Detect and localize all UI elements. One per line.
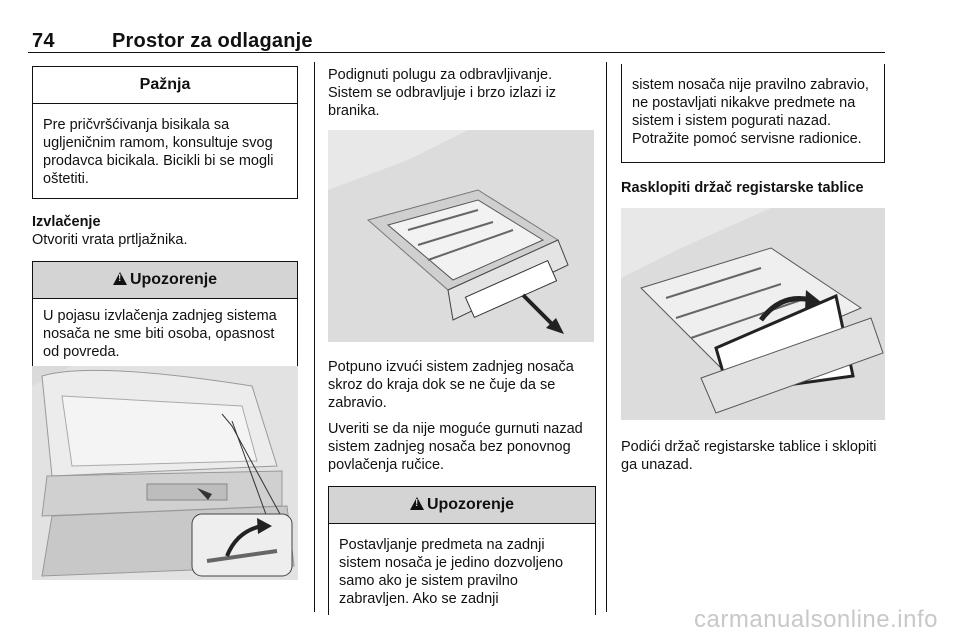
notice-text: Pre pričvršćivanja bisikala sa ugljeničnim ramom, konsultuje svog prodavca bicikala. Bicikli bi se mogli oštetiti. — [43, 117, 274, 187]
column-2 — [328, 66, 594, 120]
notice-title: Pažnja — [33, 67, 297, 104]
warning-title: !Upozorenje — [33, 262, 297, 299]
page-header — [32, 30, 313, 53]
illustration-rear-bumper — [32, 366, 298, 580]
section-heading: Rasklopiti držač registarske tablice — [621, 180, 864, 196]
page-title: Prostor za odlaganje — [112, 30, 313, 52]
column-3-continued — [621, 438, 885, 474]
step-text: Potpuno izvući sistem zadnjeg nosača skroz do kraja dok se ne čuje da se zabravio. — [328, 359, 574, 411]
warning-text: sistem nosača nije pravilno zabravio, ne postavljati nikakve predmete na sistem i sistem pogurati nazad. Potražite pomoć servisne radionice. — [632, 77, 869, 147]
warning-box — [328, 486, 596, 615]
illustration-carrier-release — [328, 130, 594, 342]
illustration-plate-holder — [621, 208, 885, 420]
warning-box-continued — [621, 64, 885, 163]
column-divider — [606, 62, 607, 612]
warning-triangle-icon — [113, 272, 127, 285]
header-rule — [28, 52, 885, 53]
warning-title: !Upozorenje — [329, 487, 595, 524]
step-text: Podignuti polugu za odbravljivanje. Sistem se odbravljuje i brzo izlazi iz branika. — [328, 67, 557, 119]
warning-text: Postavljanje predmeta na zadnji sistem nosača je jedino dozvoljeno samo ako je sistem pravilno zabravljen. Ako se zadnji — [339, 537, 564, 607]
column-2-continued — [328, 358, 596, 615]
step-text: Podići držač registarske tablice i sklopiti ga unazad. — [621, 439, 877, 473]
warning-triangle-icon — [410, 497, 424, 510]
column-3 — [621, 64, 885, 197]
watermark: carmanualsonline.info — [694, 606, 938, 633]
column-divider — [314, 62, 315, 612]
column-1 — [32, 66, 298, 372]
notice-box — [32, 66, 298, 199]
step-text: Otvoriti vrata prtljažnika. — [32, 232, 188, 248]
step-text: Uveriti se da nije moguće gurnuti nazad sistem zadnjeg nosača bez ponovnog povlačenja ručice. — [328, 421, 583, 473]
warning-box — [32, 261, 298, 372]
page-number: 74 — [32, 30, 55, 52]
section-heading: Izvlačenje — [32, 214, 101, 230]
warning-text: U pojasu izvlačenja zadnjeg sistema nosača ne sme biti osoba, opasnost od povreda. — [43, 308, 277, 360]
